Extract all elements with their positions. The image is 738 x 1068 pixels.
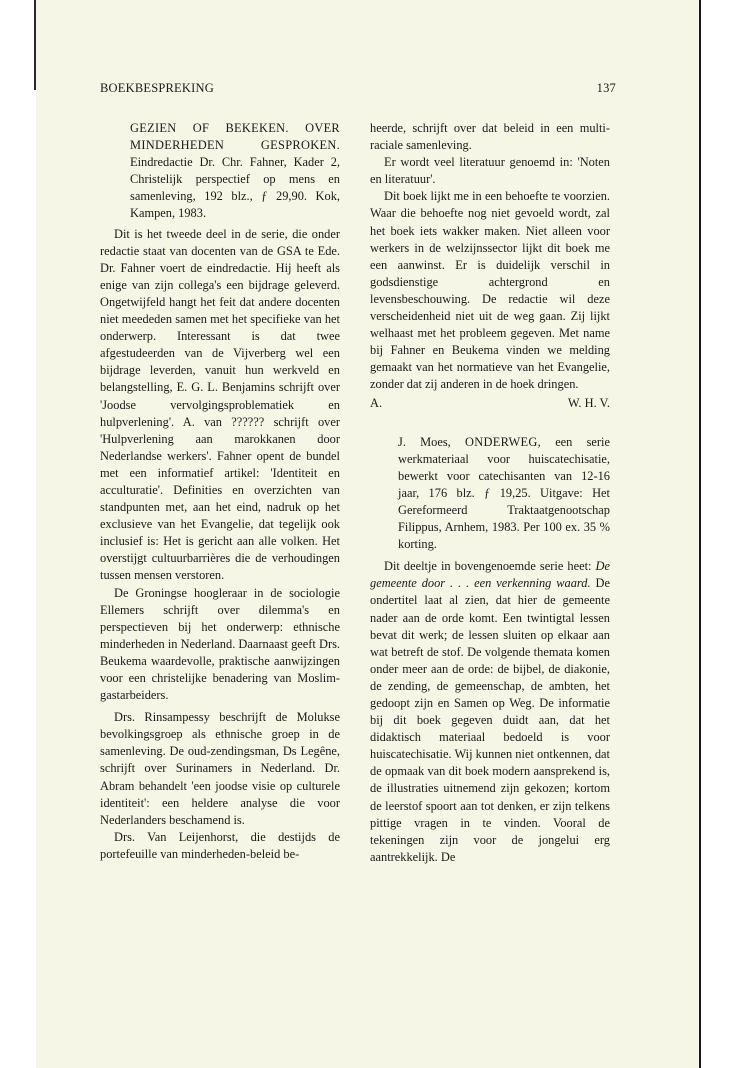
review2-p1-start: Dit deeltje in bovengenoemde serie heet: — [384, 559, 592, 574]
review1-header — [130, 120, 340, 223]
right-column — [370, 120, 610, 866]
signature-initial: A. — [370, 395, 383, 410]
review2-paragraph — [370, 558, 610, 866]
review2-p1-rest: De ondertitel laat al zien, dat hier de gemeente nader aan de orde komt. Een twintigtal lessen bevat dit werk; de lessen sluiten op elkaar aan wat betreft de stof. De volgende themata komen onder meer aan de orde: de bijbel, de diakonie, de zending, de gemeenschap, de ambten, het gedoopt zijn en Samen op Weg. De informatie bij dit boek gegeven duidt aan, dat het didaktisch materiaal bedoeld is voor huiscatechisatie. Wij kunnen niet ontkennen, dat de opmaak van dit boek modern aansprekend is, de illustraties uitnemend zijn gekozen; kortom de leerstof spoort aan tot denken, er zijn telkens pittige vragen in te vinden. Vooral de tekeningen zijn voor de jongelui erg aantrekkelijk. De — [370, 576, 610, 864]
review2-book-title: De gemeente door . . . een verkenning waard. — [370, 559, 610, 591]
review2-author: J. Moes, — [398, 434, 451, 449]
review1-continuation: heerde, schrijft over dat beleid in een multi-raciale samenleving. — [370, 121, 610, 153]
reviewer-initials: W. H. V. — [567, 395, 610, 410]
review1-title: GEZIEN OF BEKEKEN. OVER MINDERHEDEN GESPROKEN. — [130, 121, 340, 153]
review1-paragraph: Er wordt veel literatuur genoemd in: 'Noten en literatuur'. — [370, 155, 610, 187]
scan-edge-left — [34, 0, 36, 90]
review1-paragraph: Dit is het tweede deel in de serie, die onder redactie staat van docenten van de GSA te Ede. Dr. Fahner voert de eindredactie. Hij heeft als enige van zijn collega's een bijdrage geleverd. Ongetwijfeld hangt het feit dat andere docenten niet meededen samen met het specifieke van het onderwerp. Interessant is dat twee afgestudeerden van de Vijverberg wel een bijdrage leverden, vanuit hun werkveld en belangstelling, E. G. L. Benjamins schrijft over 'Joodse vervolgingsproblematiek en hulpverlening'. A. van ?????? schrijft over 'Hulpverlening aan marokkanen door Nederlandse werkers'. Fahner opent de bundel met een informatief artikel: 'Identiteit en acculturatie'. Definities en overzichten van standpunten met, aan het eind, nadruk op het exclusieve van het Evangelie, dat tegelijk ook inclusief is: Het is gericht aan alle volken. Het overstijgt cultuurbarrières die de verhoudingen tussen mensen verstoren. — [100, 226, 340, 583]
running-head-title: BOEKBESPREKING — [100, 81, 214, 95]
review2-details: een serie werkmateriaal voor huiscatechisatie, bewerkt voor catechisanten van 12-16 jaar, 176 blz. ƒ 19,25. Uitgave: Het Gereformeerd Traktaatgenootschap Filippus, Arnhem, 1983. Per 100 ex. 35 % korting. — [398, 434, 610, 552]
left-column — [100, 120, 340, 863]
page-number: 137 — [596, 81, 616, 95]
review1-paragraph: Drs. Rinsampessy beschrijft de Molukse bevolkingsgroep als ethnische groep in de samenleving. De oud-zendingsman, Ds Legêne, schrijft over Surinamers in Nederland. Dr. Abram behandelt 'een joodse visie op culturele identiteit': een heldere analyse die voor Nederlanders beschamend is. — [100, 710, 340, 827]
scan-edge-right — [699, 0, 701, 1068]
review1-paragraph: Dit boek lijkt me in een behoefte te voorzien. Waar die behoefte nog niet gevoeld wordt, zal het boek iets wakker maken. Niet alleen voor werkers in de welzijnssector lijkt dit boek me een aanwinst. Er is duidelijk verschil in godsdienstige achtergrond en levensbeschouwing. De redactie wil deze verscheidenheid niet uit de weg gaan. Zij lijkt welhaast met het probleem gegeven. Met name bij Fahner en Beukema vinden we melding gemaakt van het normatieve van het Evangelie, zonder dat zij anderen in de hoek dringen. — [370, 189, 610, 392]
review1-signature — [370, 395, 610, 412]
review2-header — [398, 434, 610, 554]
review1-details: Eindredactie Dr. Chr. Fahner, Kader 2, Christelijk perspectief op mens en samenleving, 192 blz., ƒ 29,90. Kok, Kampen, 1983. — [130, 155, 340, 221]
review2-title: ONDERWEG, — [464, 434, 541, 449]
review1-paragraph: De Groningse hoogleraar in de sociologie Ellemers schrijft over dilemma's en perspectieven bij het onderwerp: ethnische minderheden in Nederland. Daarnaast geeft Drs. Beukema waardevolle, praktische aanwijzingen voor een christelijke benadering van Moslim-gastarbeiders. — [100, 585, 340, 703]
review1-paragraph: Drs. Van Leijenhorst, die destijds de portefeuille van minderheden-beleid be- — [100, 829, 340, 861]
